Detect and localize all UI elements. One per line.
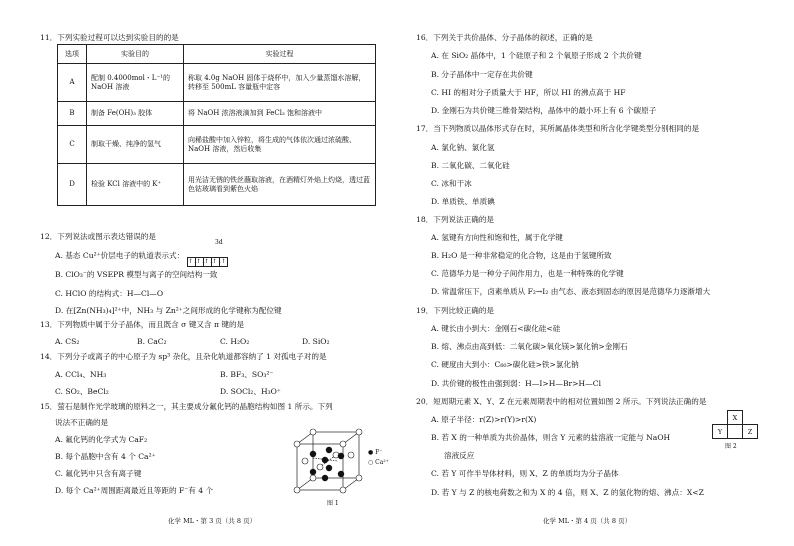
orbital-box: ↑ (220, 258, 227, 265)
q13-option-b: B. CaC₂ (137, 337, 167, 346)
q20-stem: 20．短周期元素 X、Y、Z 在元素周期表中的相对位置如图 2 所示。下列说法正确的是 (416, 397, 707, 406)
q17-option-d: D. 单质铁、单质碘 (431, 197, 495, 206)
q15-stem-line1: 15．萤石是制作光学玻璃的原料之一，其主要成分氟化钙的晶胞结构如图 1 所示。下列 (40, 402, 333, 411)
q20-option-b-line1: B. 若 X 的一种单质为共价晶体，则含 Y 元素的盐溶液一定能与 NaOH (431, 433, 671, 442)
row-purpose: 检验 KCl 溶液中的 K⁺ (87, 164, 184, 206)
q14-option-b: B. BF₃、SO₃²⁻ (220, 370, 274, 379)
cell-x: X (728, 411, 743, 425)
q12-orbital-diagram (187, 239, 227, 267)
orbital-label: 3d (215, 239, 223, 246)
q12-option-d: D. 在[Zn(NH₃)₄]²⁺中，NH₃ 与 Zn²⁺之间形成的化学键称为配位键 (55, 306, 282, 315)
q17-option-c: C. 冰和干冰 (431, 179, 472, 188)
figure-2-caption: 图 2 (725, 443, 737, 450)
q11-stem: 11．下列实验过程可以达到实验目的的是 (40, 33, 179, 42)
header-purpose: 实验目的 (87, 45, 184, 64)
row-process: 用光洁无锈的铁丝蘸取溶液，在酒精灯外焰上灼烧，透过蓝色钴玻璃看到紫色火焰 (184, 164, 376, 206)
q12-option-b: B. ClO₃⁻的 VSEPR 模型与离子的空间结构一致 (55, 270, 218, 279)
q20-option-b-line2: 溶液反应 (444, 451, 475, 460)
q16-option-d: D. 金刚石为共价键三维骨架结构，晶体中的最小环上有 6 个碳原子 (431, 106, 657, 115)
q12-stem: 12．下列说法或图示表达错误的是 (40, 232, 156, 241)
q13-option-c: C. H₂O₂ (220, 337, 250, 346)
q14-option-c: C. SO₂、BeCl₂ (55, 387, 109, 396)
row-option: C (58, 126, 87, 164)
table-row (58, 164, 376, 206)
q20-option-a: A. 原子半径：r(Z)>r(Y)>r(X) (431, 415, 537, 424)
row-purpose: 制备 Fe(OH)₃ 胶体 (87, 102, 184, 126)
orbital-box: ↑↓ (204, 258, 215, 265)
q16-stem: 16．下列关于共价晶体、分子晶体的叙述，正确的是 (416, 33, 593, 42)
q17-option-b: B. 二氧化碳、二氧化硅 (431, 161, 510, 170)
q13-option-d: D. SiO₂ (302, 337, 330, 346)
q18-option-c: C. 范德华力是一种分子间作用力，也是一种特殊的化学键 (431, 269, 624, 278)
q15-option-b: B. 每个晶胞中含有 4 个 Ca²⁺ (55, 452, 156, 461)
row-option: A (58, 64, 87, 102)
right-page-footer: 化学 ML・第 4 页（共 8 页） (543, 517, 632, 525)
q18-option-d: D. 常温常压下，卤素单质从 F₂→I₂ 由气态、液态到固态的原因是范德华力逐渐增大 (431, 287, 711, 296)
orbital-box: ↑↓ (188, 258, 199, 265)
row-option: D (58, 164, 87, 206)
q17-stem: 17．当下列物质以晶体形式存在时，其所属晶体类型和所含化学键类型分别相同的是 (416, 124, 700, 133)
row-process: 将 NaOH 浓溶液滴加到 FeCl₃ 饱和溶液中 (184, 102, 376, 126)
row-purpose: 制取干燥、纯净的氢气 (87, 126, 184, 164)
table-row (58, 126, 376, 164)
periodic-position-figure (712, 410, 758, 439)
crystal-legend (368, 448, 389, 468)
q14-option-a: A. CCl₄、NH₃ (55, 370, 107, 379)
q19-option-c: C. 硬度由大到小：C₆₀>碳化硅>铁>氯化钠 (431, 360, 579, 369)
q18-option-b: B. H₂O 是一种非常稳定的化合物，这是由于氢键所致 (431, 251, 612, 260)
legend-calcium: ○ Ca²⁺ (368, 459, 389, 466)
q19-option-d: D. 共价键的极性由强到弱：H—I>H—Br>H—Cl (431, 379, 601, 388)
q13-option-a: A. CS₂ (55, 337, 80, 346)
q15-stem-line2: 说法不正确的是 (55, 418, 109, 427)
q15-option-d: D. 每个 Ca²⁺周围距离最近且等距的 F⁻有 4 个 (55, 486, 214, 495)
cell-z: Z (743, 425, 758, 439)
table-header-row (58, 45, 376, 64)
q19-option-a: A. 键长由小到大：金刚石<碳化硅<硅 (431, 324, 561, 333)
row-purpose: 配制 0.4000mol・L⁻¹的NaOH 溶液 (87, 64, 184, 102)
q16-option-a: A. 在 SiO₂ 晶体中，1 个硅原子和 2 个氧原子形成 2 个共价键 (431, 51, 642, 60)
table-row (58, 64, 376, 102)
header-process: 实验过程 (184, 45, 376, 64)
orbital-box: ↑↓ (196, 258, 207, 265)
orbital-box: ↑↓ (212, 258, 223, 265)
q13-stem: 13．下列物质中属于分子晶体，而且既含 σ 键又含 π 键的是 (40, 320, 245, 329)
q20-option-c: C. 若 Y 可作半导体材料，则 X、Z 的单质均为分子晶体 (431, 469, 619, 478)
row-process: 称取 4.0g NaOH 固体于烧杯中，加入少量蒸馏水溶解，转移至 500mL 容量瓶中定容 (184, 64, 376, 102)
q15-option-a: A. 氟化钙的化学式为 CaF₂ (55, 435, 148, 444)
q11-experiment-table (57, 44, 376, 206)
q12-option-a: A. 基态 Cu²⁺价层电子的轨道表示式： (55, 251, 185, 260)
q20-option-d: D. 若 Y 与 Z 的核电荷数之和为 X 的 4 倍，则 X、Z 的氢化物的熔、沸点：X<Z (431, 488, 704, 497)
left-page-footer: 化学 ML・第 3 页（共 8 页） (168, 517, 257, 525)
q19-option-b: B. 熔、沸点由高到低：二氧化碳>氧化镁>氯化钠>金刚石 (431, 342, 628, 351)
fluorite-unit-cell-figure (293, 428, 363, 496)
q14-option-d: D. SOCl₂、H₃O⁺ (220, 387, 281, 396)
q16-option-c: C. HI 的相对分子质量大于 HF，所以 HI 的沸点高于 HF (431, 88, 626, 97)
row-option: B (58, 102, 87, 126)
table-row (58, 102, 376, 126)
q12-option-c: C. HClO 的结构式：H—Cl—O (55, 289, 164, 298)
q16-option-b: B. 分子晶体中一定存在共价键 (431, 70, 533, 79)
q18-option-a: A. 氢键有方向性和饱和性，属于化学键 (431, 233, 563, 242)
q15-option-c: C. 氟化钙中只含有离子键 (55, 469, 142, 478)
row-process: 向稀盐酸中加入锌粒，将生成的气体依次通过浓硫酸、NaOH 溶液，然后收集 (184, 126, 376, 164)
q17-option-a: A. 氯化钠、氯化氢 (431, 143, 495, 152)
q14-stem: 14．下列分子或离子的中心原子为 sp³ 杂化，且杂化轨道都容纳了 1 对孤电子对的是 (40, 352, 327, 361)
q18-stem: 18．下列说法正确的是 (416, 215, 495, 224)
legend-fluoride: ● F⁻ (368, 449, 383, 456)
q19-stem: 19．下列比较正确的是 (416, 306, 495, 315)
cell-y: Y (713, 425, 728, 439)
figure-1-caption: 图 1 (327, 500, 339, 507)
header-option: 选项 (58, 45, 87, 64)
